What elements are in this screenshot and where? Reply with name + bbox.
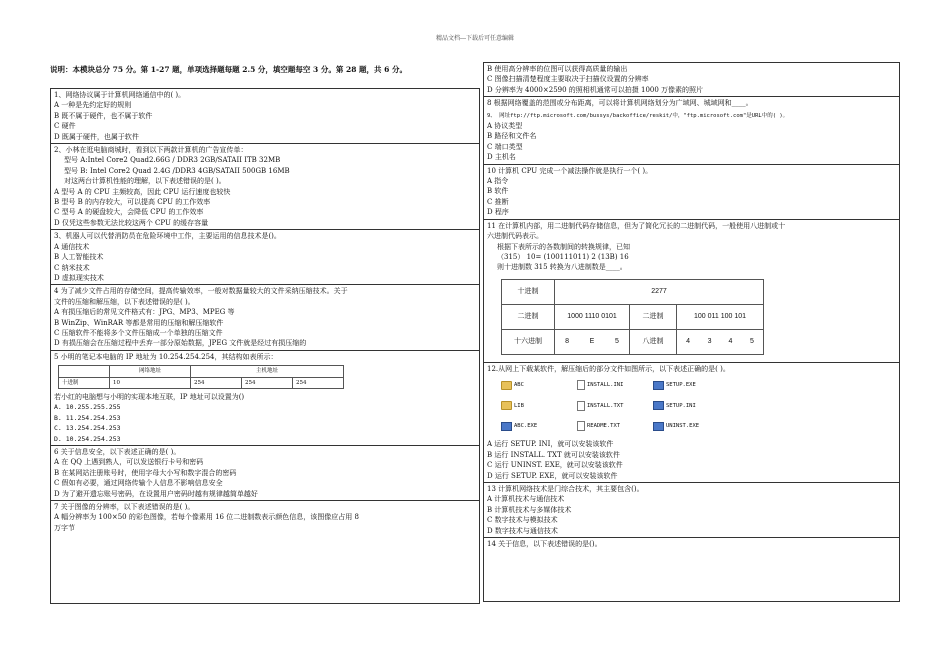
q5-option-b: B. 11.254.254.253 xyxy=(54,413,121,422)
exe-icon xyxy=(653,422,664,431)
file-item xyxy=(653,401,729,411)
ip-table-head-network: 网络地址 xyxy=(110,366,191,377)
q1-option-d: D 既属于硬件，也属于软件 xyxy=(54,132,139,141)
ip-table-octet-3: 254 xyxy=(242,377,293,388)
q9-option-a: A 协议类型 xyxy=(487,122,523,131)
file-item xyxy=(577,401,653,411)
q11-question: 则十进制数 315 转换为八进制数是____。 xyxy=(497,263,627,272)
q12-option-d: D 运行 SETUP. EXE，就可以安装该软件 xyxy=(487,471,618,480)
document-icon xyxy=(577,421,585,431)
q11-example: （315） 10= (100111011) 2 (13B) 16 xyxy=(497,252,629,261)
conv-hex-digit: E xyxy=(579,329,605,354)
q3-option-a: A 通信技术 xyxy=(54,242,90,251)
q10-stem: 10 计算机 CPU 完成一个减法操作就是执行一个( )。 xyxy=(487,166,653,175)
q6-stem: 6 关于信息安全，以下表述正确的是( )。 xyxy=(54,448,181,456)
folder-icon xyxy=(501,401,512,410)
q8-stem: 8 根据网络覆盖的范围或分布距离，可以将计算机网络划分为广域网、城域网和____。 xyxy=(487,99,753,108)
q2-option-c: C 型号 A 的硬盘较大，会降低 CPU 的工作效率 xyxy=(54,208,204,217)
q13-option-a: A 计算机技术与通信技术 xyxy=(487,495,565,504)
right-column xyxy=(483,62,900,602)
q1-option-b: B 既不属于硬件，也不属于软件 xyxy=(54,111,153,120)
file-name: LIB xyxy=(514,402,524,409)
conv-octal-digit: 5 xyxy=(741,329,764,354)
question-7 xyxy=(51,501,479,534)
q3-option-d: D 虚拟现实技术 xyxy=(54,273,104,282)
file-name: README.TXT xyxy=(587,422,621,429)
page-header: 精品文档---下载后可任意编辑 xyxy=(435,35,515,42)
conv-octal-digit: 3 xyxy=(699,329,720,354)
file-item xyxy=(577,421,653,431)
ini-icon xyxy=(653,401,664,410)
q6-option-c: C 假如有必要，通过网络传输个人信息不影响信息安全 xyxy=(54,479,223,488)
q7-option-c: C 图像扫描清楚程度主要取决于扫描仪设置的分辨率 xyxy=(487,75,649,84)
conv-octal-digit: 4 xyxy=(720,329,741,354)
q3-option-b: B 人工智能技术 xyxy=(54,253,104,262)
q9-stem: 9、 网址ftp://ftp.microsoft.com/bussys/backoffice/reskit/中，"ftp.microsoft.com"是URL中的( )。 xyxy=(487,112,789,119)
conv-binary-value: 1000 1110 0101 xyxy=(555,304,630,329)
question-10 xyxy=(484,165,899,220)
q5-option-a: A. 10.255.255.255 xyxy=(54,403,121,412)
file-name: SETUP.INI xyxy=(666,402,696,409)
conv-decimal-value: 2277 xyxy=(555,279,764,304)
folder-icon xyxy=(501,381,512,390)
file-name: ABC.EXE xyxy=(514,422,538,429)
q4-stem-cont: 文件的压缩和解压缩，以下表述错误的是( )。 xyxy=(54,297,195,306)
q6-option-d: D 为了避开遗忘账号密码，在设置用户密码时越有规律越简单越好 xyxy=(54,489,258,498)
document-icon xyxy=(577,401,585,411)
question-2 xyxy=(51,144,479,230)
q10-option-d: D 程序 xyxy=(487,208,509,217)
q10-option-b: B 软件 xyxy=(487,187,509,196)
q9-option-b: B 路径和文件名 xyxy=(487,132,537,141)
q4-option-b: B WinZip、WinRAR 等都是常用的压缩和解压缩软件 xyxy=(54,318,224,327)
q11-rule: 根据下表所示的各数制间的转换规律，已知 xyxy=(497,242,630,251)
question-5 xyxy=(51,351,479,446)
q1-stem: 1、网络协议属于计算机网络通信中的( )。 xyxy=(54,91,186,99)
q13-option-c: C 数字技术与模拟技术 xyxy=(487,516,558,525)
instructions: 说明：本模块总分 75 分。第 1-27 题，单项选择题每题 2.5 分，填空题每空 3 分。第 28 题，共 6 分。 xyxy=(50,65,407,74)
q6-option-b: B 在某网站注册账号时，使用字母大小写和数字混合的密码 xyxy=(54,468,237,477)
q7-option-a-cont: 万字节 xyxy=(54,523,75,532)
q2-question: 对这两台计算机性能的理解，以下表述错误的是( )。 xyxy=(64,177,226,186)
question-3 xyxy=(51,230,479,285)
exe-icon xyxy=(501,422,512,431)
q2-option-b: B 型号 B 的内存较大，可以提高 CPU 的工作效率 xyxy=(54,198,211,207)
conv-hex-digit: 8 xyxy=(555,329,580,354)
q7-option-b: B 使用高分辨率的位图可以获得高质量的输出 xyxy=(487,65,628,73)
q7-option-a: A 幅分辨率为 100×50 的彩色图像，若每个像素用 16 位二进制数表示颜色信息，该图像应占用 8 xyxy=(54,513,359,522)
setup-exe-icon xyxy=(653,381,664,390)
file-item xyxy=(501,421,577,431)
q2-stem: 2、小林在逛电脑商城时，看到以下两款计算机的广告宣传单： xyxy=(54,146,248,155)
q12-option-a: A 运行 SETUP. INI，就可以安装该软件 xyxy=(487,440,614,449)
conv-label-octal: 八进制 xyxy=(630,329,677,354)
q13-stem: 13 计算机网络技术是门综合技术，其主要包含()。 xyxy=(487,484,644,493)
base-conversion-table xyxy=(501,279,764,355)
q2-model-a: 型号 A:Intel Core2 Quad2.66G / DDR3 2GB/SATAII ITB 32MB xyxy=(64,156,281,165)
ip-table-row-label: 十进制 xyxy=(59,377,110,388)
document-icon xyxy=(577,380,585,390)
file-item xyxy=(653,421,729,431)
q4-stem: 4 为了减少文件占用的存储空间，提高传输效率，一般对数据量较大的文件采纳压缩技术。关于 xyxy=(54,287,348,296)
q9-option-c: C 端口类型 xyxy=(487,142,523,151)
q5-option-d: D. 10.254.254.253 xyxy=(54,434,121,443)
q7-stem: 7 关于图像的分辨率，以下表述错误的是( )。 xyxy=(54,503,195,512)
conv-label-binary: 二进制 xyxy=(502,304,555,329)
q4-option-d: D 有损压缩会在压缩过程中丢弃一部分原始数据，JPEG 文件就是经过有损压缩的 xyxy=(54,339,307,348)
q2-model-b: 型号 B: Intel Core2 Quad 2.4G /DDR3 4GB/SATAII 500GB 16MB xyxy=(64,166,290,175)
left-column xyxy=(50,88,480,604)
ip-address-table xyxy=(58,365,344,389)
q5-question: 若小红的电脑想与小明的实现本地互联，IP 地址可以设置为() xyxy=(54,392,245,401)
file-name: INSTALL.INI xyxy=(587,382,624,389)
ip-table-head-0 xyxy=(59,366,110,377)
file-listing xyxy=(501,380,896,431)
file-item xyxy=(577,380,653,390)
q1-option-c: C 硬件 xyxy=(54,122,76,131)
q13-option-d: D 数字技术与通信技术 xyxy=(487,526,558,535)
conv-label-hex: 十六进制 xyxy=(502,329,555,354)
question-14 xyxy=(484,538,899,550)
q11-stem: 11 在计算机内部，用二进制代码存储信息，但为了简化冗长的二进制代码，一般使用八进制或十 xyxy=(487,221,786,230)
q2-option-a: A 型号 A 的 CPU 主频较高，因此 CPU 运行速度也较快 xyxy=(54,187,231,196)
q13-option-b: B 计算机技术与多媒体技术 xyxy=(487,505,572,514)
file-name: SETUP.EXE xyxy=(666,382,696,389)
q11-stem-cont: 六进制代码表示。 xyxy=(487,232,543,241)
q12-stem: 12.从网上下载某软件，解压缩后的部分文件如图所示，以下表述正确的是( )。 xyxy=(487,364,730,373)
question-11 xyxy=(484,220,899,363)
question-4 xyxy=(51,285,479,350)
q12-option-c: C 运行 UNINST. EXE，就可以安装该软件 xyxy=(487,461,623,470)
question-6 xyxy=(51,446,479,501)
file-item xyxy=(501,401,577,411)
q2-option-d: D 仅凭这些参数无法比较这两个 CPU 的缓存容量 xyxy=(54,218,209,227)
file-name: ABC xyxy=(514,382,524,389)
file-name: UNINST.EXE xyxy=(666,422,700,429)
ip-table-octet-4: 254 xyxy=(293,377,344,388)
conv-label-decimal: 十进制 xyxy=(502,279,555,304)
question-12 xyxy=(484,363,899,483)
q6-option-a: A 在 QQ 上遇到熟人，可以发送银行卡号和密码 xyxy=(54,458,204,467)
q3-stem: 3、机器人可以代替消防员在危险环境中工作，主要运用的信息技术是()。 xyxy=(54,232,281,241)
question-8 xyxy=(484,97,899,109)
file-name: INSTALL.TXT xyxy=(587,402,624,409)
ip-table-octet-1: 10 xyxy=(110,377,191,388)
q1-option-a: A 一种是先约定好的规则 xyxy=(54,101,132,110)
conv-binary-value-2: 100 011 100 101 xyxy=(677,304,764,329)
q12-option-b: B 运行 INSTALL. TXT 就可以安装该软件 xyxy=(487,450,620,459)
file-item xyxy=(501,380,577,390)
q5-stem: 5 小明的笔记本电脑的 IP 地址为 10.254.254.254，其结构如表所示： xyxy=(54,352,278,361)
file-item xyxy=(653,380,729,390)
q9-option-d: D 主机名 xyxy=(487,153,516,162)
q3-option-c: C 纳米技术 xyxy=(54,263,90,272)
ip-table-head-host: 主机地址 xyxy=(191,366,344,377)
question-7-continued xyxy=(484,63,899,97)
conv-octal-digit: 4 xyxy=(677,329,700,354)
q4-option-c: C 压缩软件不能将多个文件压缩成一个单独的压缩文件 xyxy=(54,328,223,337)
q10-option-c: C 推断 xyxy=(487,197,509,206)
question-13 xyxy=(484,483,899,538)
q5-option-c: C. 13.254.254.253 xyxy=(54,424,121,433)
conv-label-binary-2: 二进制 xyxy=(630,304,677,329)
q4-option-a: A 有损压缩后的常见文件格式有：JPG、MP3、MPEG 等 xyxy=(54,308,235,317)
question-9 xyxy=(484,110,899,165)
question-1 xyxy=(51,89,479,144)
conv-hex-digit: 5 xyxy=(605,329,630,354)
q10-option-a: A 指令 xyxy=(487,177,509,186)
q14-stem: 14 关于信息，以下表述错误的是()。 xyxy=(487,540,602,548)
q7-option-d: D 分辨率为 4000×2590 的照相机通常可以拍摄 1000 万像素的照片 xyxy=(487,85,704,94)
ip-table-octet-2: 254 xyxy=(191,377,242,388)
